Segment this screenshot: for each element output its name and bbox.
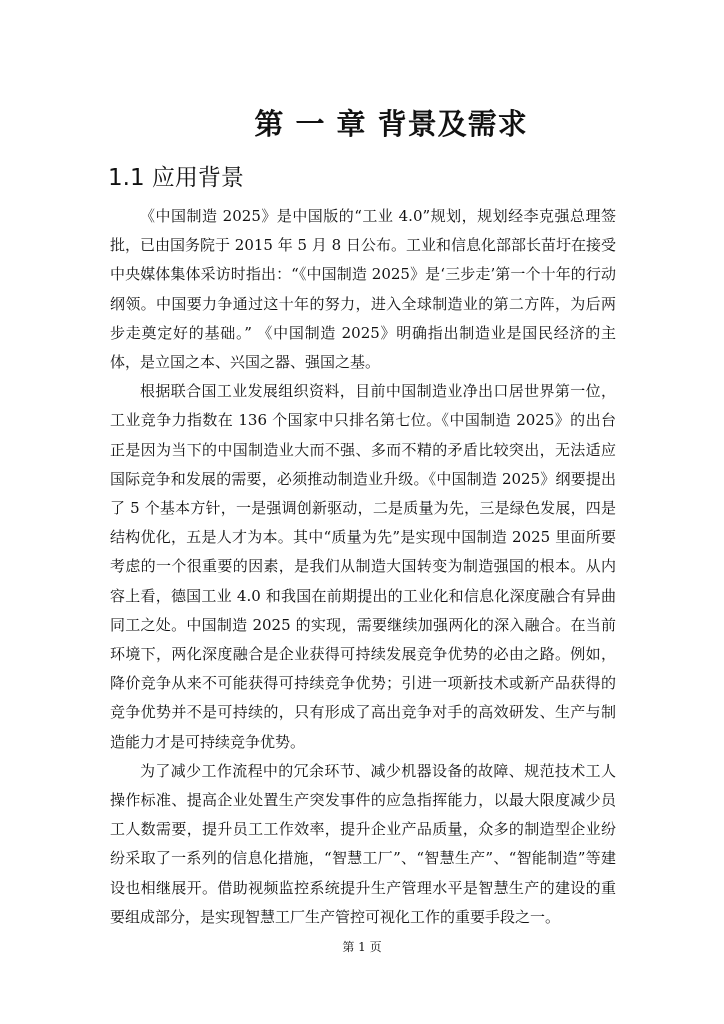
paragraph-3: 为了减少工作流程中的冗余环节、减少机器设备的故障、规范技术工人操作标准、提高企业处置生产突发事件的应急指挥能力，以最大限度减少员工人数需要，提升员工工作效率，提升企业产品质量，众多的制造型企业纷纷采取了一系列的信息化措施，“智慧工厂”、“智慧生产”、“智能制造”等建设也相继展开。借助视频监控系统提升生产管理水平是智慧生产的建设的重要组成部分，是实现智慧工厂生产管控可视化工作的重要手段之一。 bbox=[110, 761, 616, 926]
paragraph-2: 根据联合国工业发展组织资料，目前中国制造业净出口居世界第一位，工业竞争力指数在 136 个国家中只排名第七位。《中国制造 2025》的出台正是因为当下的中国制造业大而不强、多而不精的矛盾比较突出，无法适应国际竞争和发展的需要，必须推动制造业升级。《中国制造 2025》纲要提出了 5 个基本方针，一是强调创新驱动，二是质量为先，三是绿色发展，四是结构优化，五是人才为本。其中“质量为先”是实现中国制造 2025 里面所要考虑的一个很重要的因素，是我们从制造大国转变为制造强国的根本。从内容上看，德国工业 4.0 和我国在前期提出的工业化和信息化深度融合有异曲同工之处。中国制造 2025 的实现，需要继续加强两化的深入融合。在当前环境下，两化深度融合是企业获得可持续发展竞争优势的必由之路。例如，降价竞争从来不可能获得可持续竞争优势；引进一项新技术或新产品获得的竞争优势并不是可持续的，只有形成了高出竞争对手的高效研发、生产与制造能力才是可持续竞争优势。 bbox=[110, 382, 616, 751]
body-text bbox=[110, 202, 616, 932]
chapter-title: 第 一 章 背景及需求 bbox=[254, 107, 528, 141]
page-number: 第 1 页 bbox=[342, 940, 382, 954]
section-title: 1.1 应用背景 bbox=[108, 165, 244, 191]
paragraph-1: 《中国制造 2025》是中国版的“工业 4.0”规划，规划经李克强总理签批，已由国务院于 2015 年 5 月 8 日公布。工业和信息化部部长苗圩在接受中央媒体集体采访时指出：“《中国制造 2025》是‘三步走’第一个十年的行动纲领。中国要力争通过这十年的努力，进入全球制造业的第二方阵，为后两步走奠定好的基础。” 《中国制造 2025》明确指出制造业是国民经济的主体，是立国之本、兴国之器、强国之基。 bbox=[110, 207, 616, 372]
